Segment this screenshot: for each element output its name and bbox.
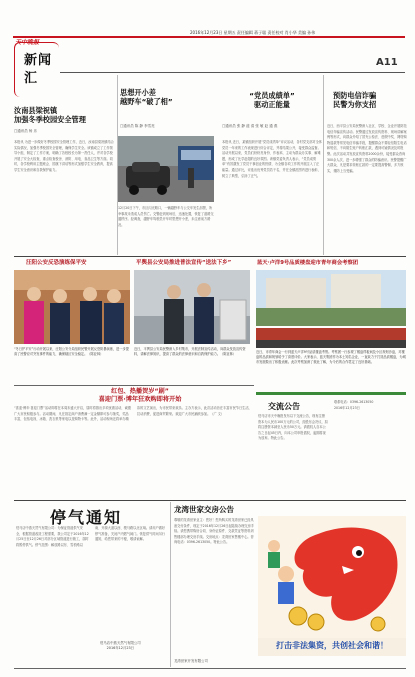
story4-body: 近日，西平县公安局民警深入社区、学校、企业开展防范电信诈骗宣传活动。民警通过发放宣传资料、现场讲解案例等形式，向群众介绍了冒充公检法、虚假中奖、网络购物退款等常见电信诈骗手段，提醒群众不要轻信陌生电话和短信，不向陌生账户转账汇款，遇到可疑情况及时报警。此次活动共发放宣传资料2000余份，接受群众咨询300余人次，进一步增强了群众的防骗意识。民警提醒广大群众，凡是要求转账汇款的一定要提高警惕，多方核实，谨防上当受骗。 [327, 124, 407, 173]
story2-byline: □通讯员 陈 静 李雪亮 [120, 124, 155, 128]
section-title: 新闻 汇 [24, 53, 53, 86]
section-divider [14, 500, 406, 501]
issue-info: 2016年12月23日 星期五 责任编辑 蒋子聪 责任校对 肖小华 美编 孙伟 [190, 30, 316, 35]
photo2 [134, 270, 250, 344]
story4-headline: 预防电信诈骗 民警为你支招 [333, 91, 377, 109]
column-rule [170, 502, 171, 667]
promo-headline: 红包、热播贺岁“剧” 喜迎门票·博年狂欢购即将开始 [98, 388, 182, 403]
green-body: 驻马店市天中晚报发布以下交流公告，现有注册资本为人民币100万元的公司，经股东会决议，拟将注册资本减至人民币50万元。请债权人自本公告之日起45日内，向本公司申报债权，逾期将视为放弃。特此公告。 [258, 414, 328, 441]
footer-rule [14, 668, 406, 669]
left-story-byline: □通讯员 杨 乐 [14, 129, 38, 133]
longwan-body: 尊敬的龙湾世家业主：您好！您所购买的龙湾世家已经具备交付条件，现定于2016年12月26日起陆续办理交房手续。请您携带购房合同、身份证原件、交款凭证等资料到售楼部办理交房手续。交房地点：龙湾世家售楼中心。咨询电话：0396-2613050。特此公告。 [174, 518, 254, 545]
photo2-title: 平舆县公安局推进普法宣传“送法下乡” [136, 260, 232, 266]
section-divider [14, 385, 254, 386]
longwan-sign: 龙湾世家开发有限公司 [174, 659, 208, 663]
column-rule [323, 75, 324, 255]
page-number: A11 [376, 57, 398, 68]
masthead-logo: 天中晚报 [15, 39, 40, 46]
longwan-title: 龙湾世家交房公告 [174, 505, 234, 514]
photo3-group [256, 328, 406, 348]
section-divider [14, 256, 406, 257]
story3-headline: “党员成绩单” 驱动正能量 [249, 91, 295, 109]
green-title: 交流公告 [268, 402, 300, 411]
cartoon-slogan: 打击非法集资，共创社会和谐！ [276, 641, 388, 650]
photo1-title: 汪阳公安反恐演练保平安 [26, 260, 87, 266]
photo3 [256, 270, 406, 326]
green-contact: 联系电话：0396-2613050 [334, 400, 374, 404]
photo3-title: 蓝天·卢洋9号品质楼盘迎市青年商会考察团 [257, 260, 359, 266]
photo1-caption: “冬日护平安”行动开展以来，汪阳公安分局组织民警开展反恐防暴演练，进一步提高了民警应对突发事件的能力，确保辖区安全稳定。（陈亚林） [14, 347, 129, 356]
photo2-caption: 近日，平舆县公安局民警深入乡村集市，开展法制宣传活动，向群众发放宣传资料，讲解法律知识，提高了群众的法律意识和自我保护能力。（陈亚林） [134, 347, 246, 356]
notice-title: 停气通知 [50, 508, 123, 527]
notice-body: 驻马店中燕天然气有限公司：为保证管道供气安全，根据管道改造工程需要，我公司定于2016年12月25日至12月26日对部分区域管道进行施工，届时将暂停供气。停气范围：解放路以东、雪松路以南、开源大道以西、骏马路以北区域。请用户做好停气准备，关闭户内燃气阀门。恢复供气时间另行通知，给您带来的不便，敬请谅解。 [16, 526, 166, 547]
anti-fraud-cartoon [258, 516, 406, 638]
car-accident-image [118, 136, 214, 202]
left-story-body: 本报讯 为进一步做好冬季校园安全管理工作，近日，汝南县梁祝镇结合实际情况，加强冬季校园安全管理，确保学生安全。该镇成立了工作领导小组，制定了工作方案，明确了各校校长为第一责任人，并对各学校开展了安全大检查，重点检查校舍、消防、用电、食品卫生等方面。同时，各学校利用主题班会、国旗下讲话等形式加强学生安全教育，提高学生安全意识和自我保护能力。 [14, 140, 114, 172]
photo3-caption: 近日，市青年商会一行到蓝天卢洋9号品质楼盘考察。考察团一行参观了楼盘样板间及小区规划沙盘，对楼盘的品质和规划给予了高度评价。大家表示，蓝天集团作为本土知名企业，一直致力于打造品质楼盘，为城市发展做出了积极贡献。此次考察加深了彼此了解，为今后的合作奠定了良好基础。 [256, 350, 406, 364]
story2-photo [118, 136, 214, 202]
header-divider [60, 72, 405, 73]
story2-body: 12月20日下午，市区闪光路口，一辆越野车与公交车发生刮擦，所幸事故未造成人员伤亡。交警赶到现场后，迅速处置，恢复了道路交通秩序。经调查，越野车驾驶员开车时思想开小差，未注意前方路况。 [118, 206, 214, 227]
cartoon-ad [258, 516, 406, 656]
story3-byline: □通讯员 张 静 道 清 张 敏 赵 通 燕 [222, 124, 278, 128]
green-date: 2016年12月23日 [334, 405, 360, 410]
police-drill-image [14, 270, 130, 344]
story3-body: 本报讯 近日，某镇组织开展“党员成绩单”评议活动，各村党支部对全体党员一年来的工作表现进行综合评定，并将结果公开，接受群众监督。活动开展以来，党员们纷纷亮身份、作表率，主动为群众办实事、解难题，形成了比学赶超的良好氛围。该镇党委负责人表示，“党员成绩单”有效激发了党员干事创业的热情，为全镇各项工作的开展注入了正能量。通过评比，评选出优秀党员若干名，并在全镇范围内进行表彰，树立了典型，弘扬了正气。 [222, 140, 322, 178]
police-publicity-image [134, 270, 250, 344]
left-story-headline: 汝南县梁祝镇 加强冬季校园安全管理 [14, 106, 86, 124]
notice-sign: 驻马店中燕天然气有限公司 2016年12月23日 [100, 641, 141, 650]
group-photo-image [256, 328, 406, 348]
building-image [256, 270, 406, 326]
green-rule [256, 392, 406, 395]
promo-body: “喜迎·博年·喜迎门票”活动即将在本周末盛大开启，届时将推出多项优惠活动，诚邀广大市民积极参与。活动期间，凡在指定商户消费满一定金额即可参与抽奖，奖品丰富，包括电视、冰箱、洗衣机等家电以及购物卡等。此外，活动现场还将举办精彩的文艺演出，为市民带来欢乐。主办方表示，此次活动旨在丰富市民节日生活，拉动消费，促进商贸繁荣。欢迎广大市民踊跃参加。（广 文） [14, 406, 252, 422]
photo1 [14, 270, 130, 344]
story2-headline: 思想开小差 越野车“破了相” [120, 88, 173, 106]
green-contact-block [334, 400, 406, 480]
header-rule [13, 36, 405, 38]
